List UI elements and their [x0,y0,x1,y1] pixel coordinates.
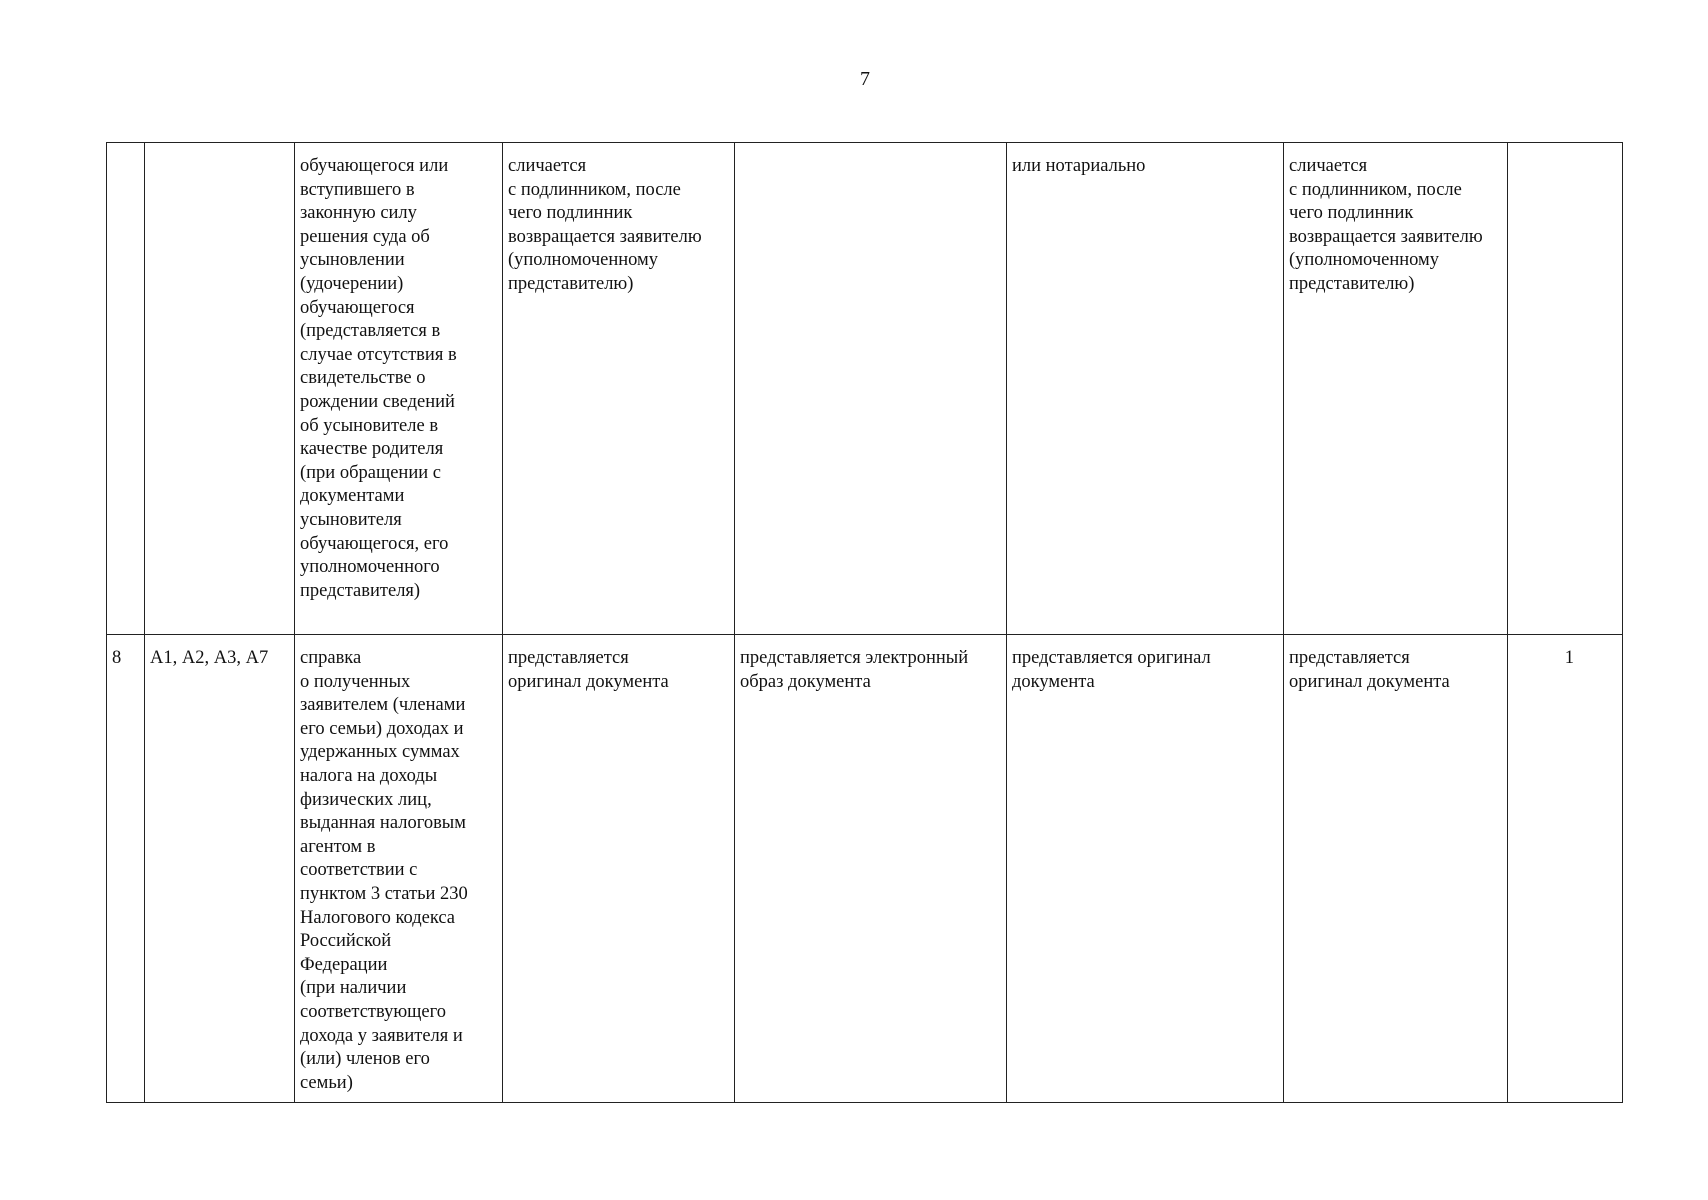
document-count-cell: 1 [1508,635,1623,1103]
mail-submission-cell: или нотариально [1007,143,1284,635]
document-count-cell [1508,143,1623,635]
document-name-cell: справка о полученных заявителем (членами его семьи) доходах и удержанных суммах налога на доходы физических лиц, выданная налоговым агентом в соответствии с пунктом 3 статьи 230 Налогового кодекса Российской Федерации (при наличии соответствующего дохода у заявителя и (или) членов его семьи) [295,635,503,1103]
applicant-category-cell: А1, А2, А3, А7 [145,635,295,1103]
in-person-submission-cell: представляется оригинал документа [503,635,735,1103]
document-table [106,142,1623,1103]
in-person-submission-cell: сличается с подлинником, после чего подлинник возвращается заявителю (уполномоченному представителю) [503,143,735,635]
mfc-submission-cell: сличается с подлинником, после чего подлинник возвращается заявителю (уполномоченному представителю) [1284,143,1508,635]
document-name-cell: обучающегося или вступившего в законную силу решения суда об усыновлении (удочерении) обучающегося (представляется в случае отсутствия в свидетельстве о рождении сведений об усыновителе в качестве родителя (при обращении с документами усыновителя обучающегося, его уполномоченного представителя) [295,143,503,635]
electronic-submission-cell [735,143,1007,635]
table-row [107,143,1623,635]
applicant-category-cell [145,143,295,635]
table-row [107,635,1623,1103]
page-number: 7 [860,68,870,90]
row-number-cell: 8 [107,635,145,1103]
row-number-cell [107,143,145,635]
mail-submission-cell: представляется оригинал документа [1007,635,1284,1103]
mfc-submission-cell: представляется оригинал документа [1284,635,1508,1103]
electronic-submission-cell: представляется электронный образ документа [735,635,1007,1103]
